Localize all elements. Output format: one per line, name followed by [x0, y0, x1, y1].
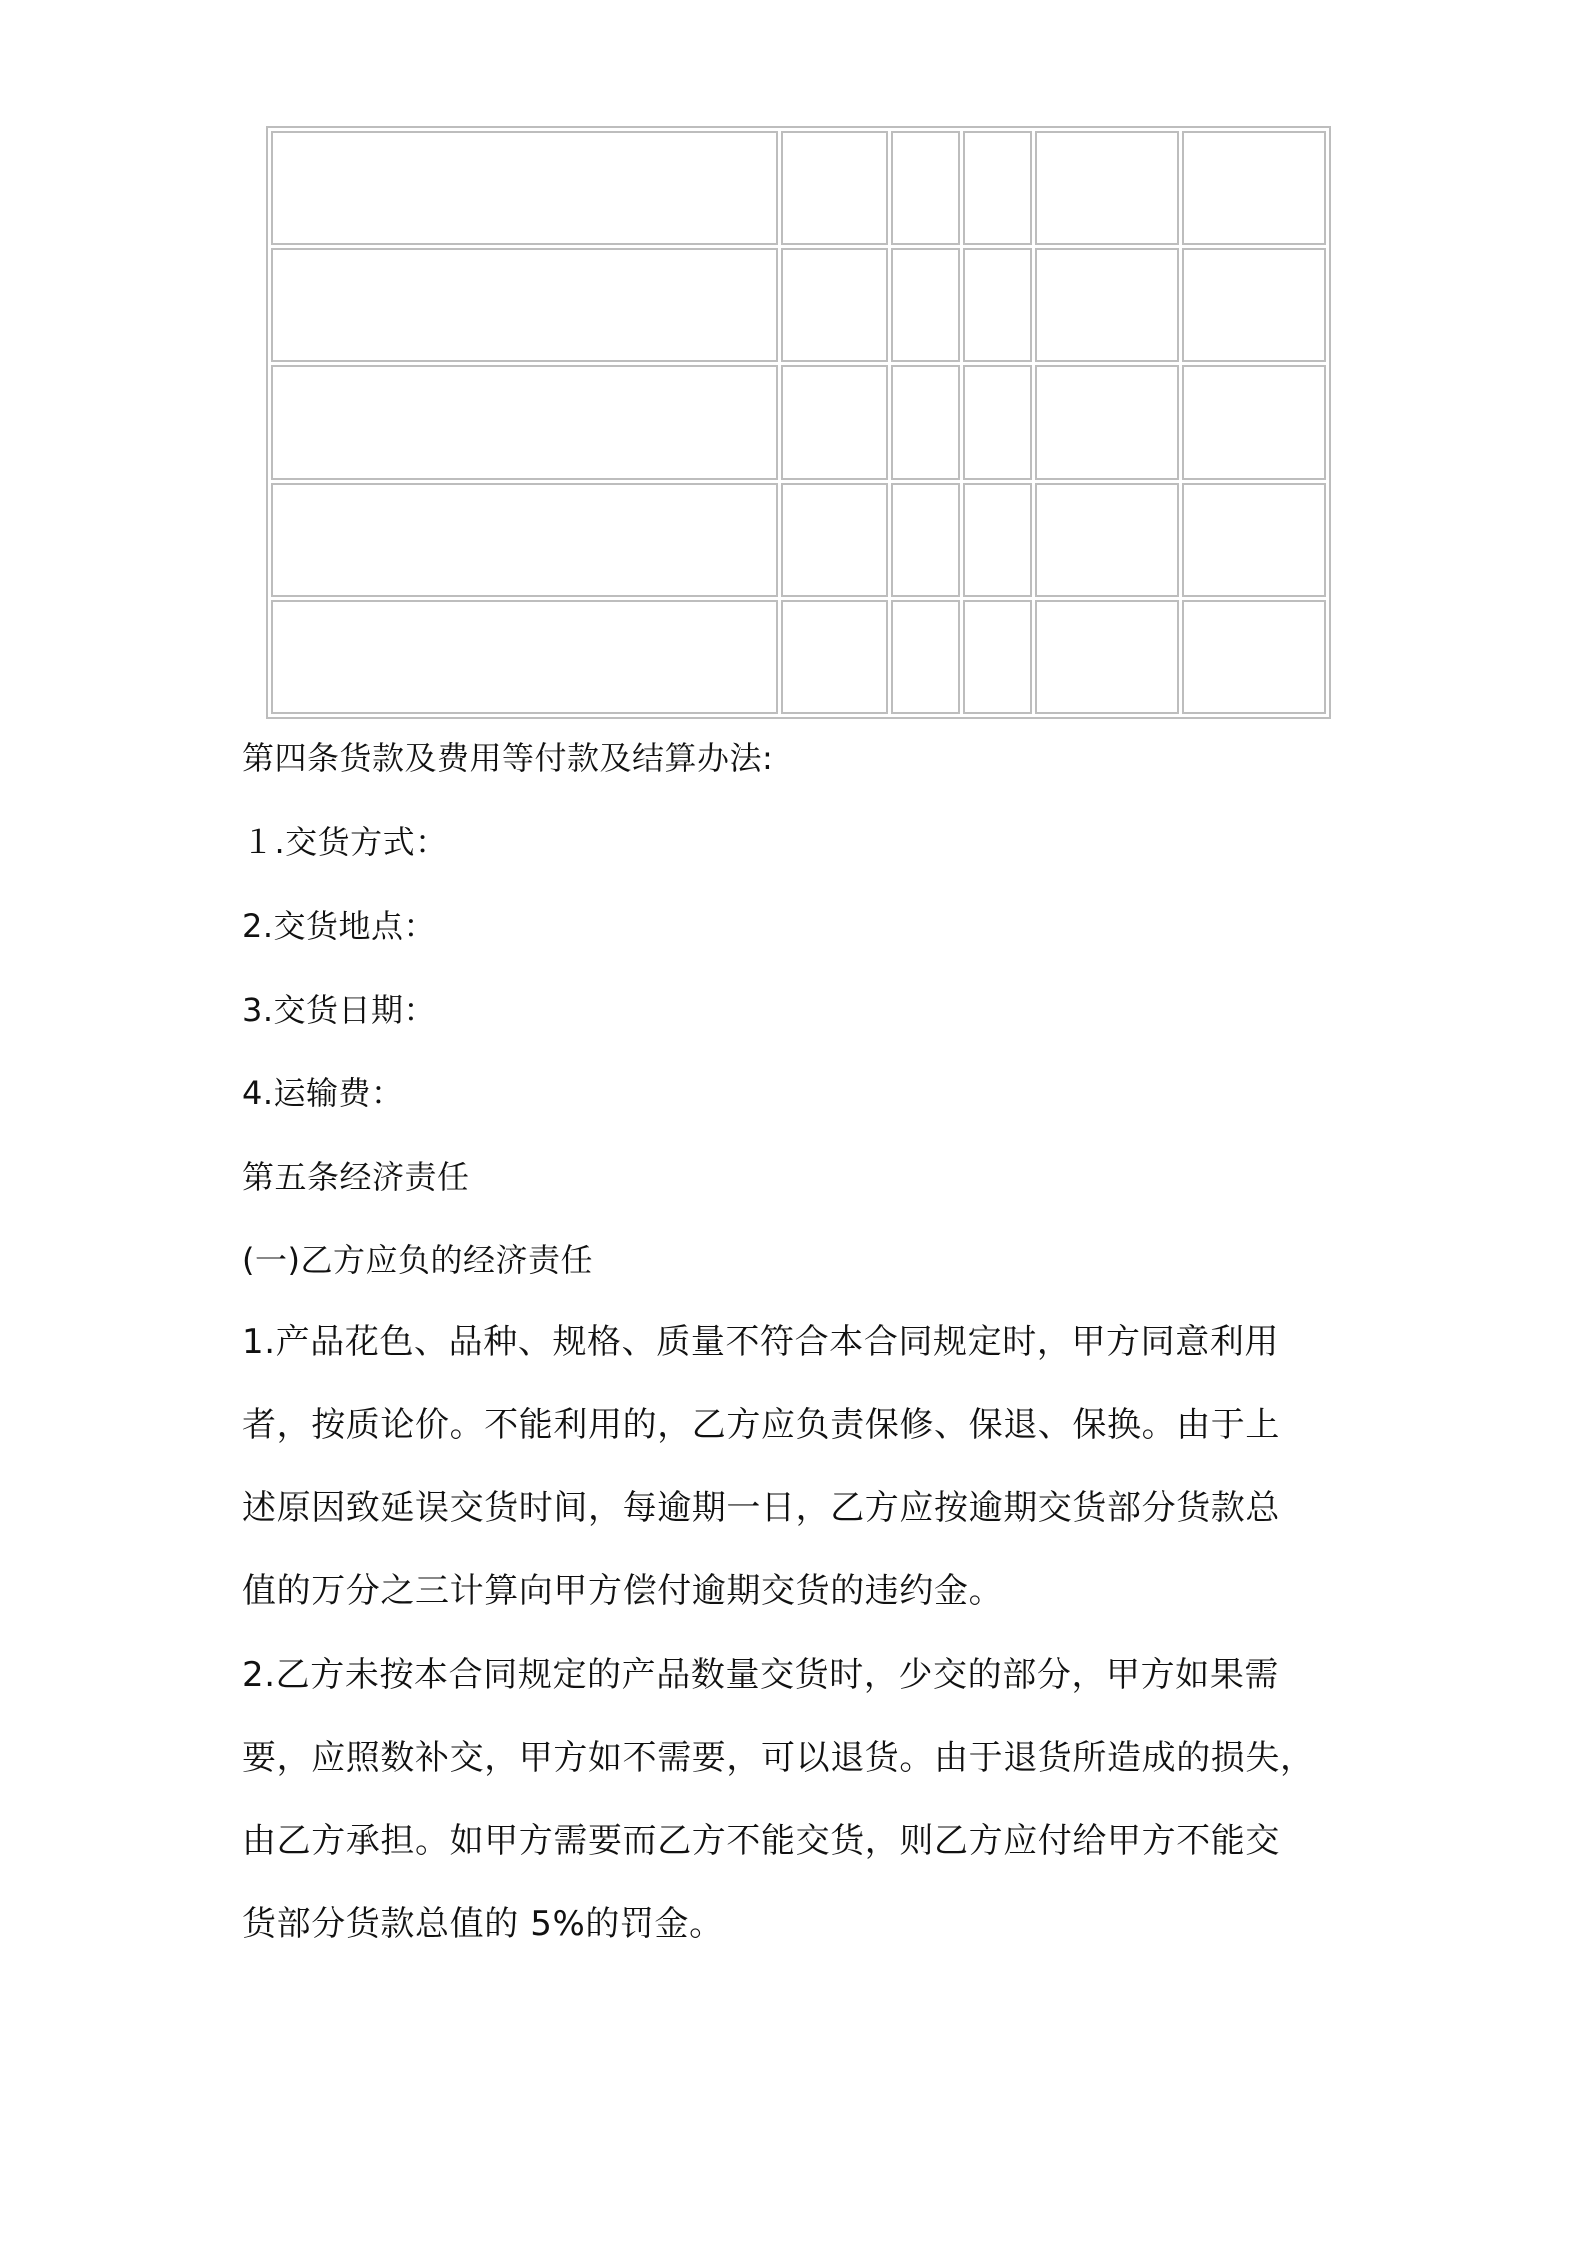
- article5-subheading: (一)乙方应负的经济责任: [242, 1241, 593, 1279]
- table-cell: [1182, 600, 1326, 714]
- paragraph-quantity-liability: [242, 1653, 1366, 1985]
- table-cell: [781, 131, 888, 245]
- table-cell: [891, 248, 960, 362]
- table-cell: [271, 131, 778, 245]
- table-cell: [891, 600, 960, 714]
- table-cell: [271, 248, 778, 362]
- table-cell: [963, 131, 1032, 245]
- table-row: [271, 365, 1326, 479]
- table-cell: [781, 365, 888, 479]
- paragraph-line: 1.产品花色、品种、规格、质量不符合本合同规定时，甲方同意利用: [242, 1322, 1280, 1362]
- table-row: [271, 600, 1326, 714]
- table-cell: [963, 365, 1032, 479]
- table-cell: [1182, 248, 1326, 362]
- table-cell: [963, 600, 1032, 714]
- table-cell: [891, 365, 960, 479]
- article5-heading: 第五条经济责任: [242, 1158, 470, 1196]
- table-cell: [781, 483, 888, 597]
- table-row: [271, 483, 1326, 597]
- table-cell: [271, 600, 778, 714]
- paragraph-quality-liability: [242, 1320, 1366, 1652]
- delivery-location-item: 2.交货地点：: [242, 907, 437, 945]
- table-cell: [271, 365, 778, 479]
- table-row: [271, 248, 1326, 362]
- table-cell: [891, 131, 960, 245]
- paragraph-line: 值的万分之三计算向甲方偿付逾期交货的违约金。: [242, 1571, 1004, 1611]
- table-cell: [1035, 131, 1179, 245]
- table-cell: [963, 248, 1032, 362]
- table-cell: [1035, 365, 1179, 479]
- table-cell: [1182, 483, 1326, 597]
- delivery-date-item: 3.交货日期：: [242, 991, 437, 1029]
- table-cell: [963, 483, 1032, 597]
- table-cell: [1182, 131, 1326, 245]
- table-cell: [1035, 600, 1179, 714]
- blank-table: [266, 126, 1331, 719]
- paragraph-line: 者，按质论价。不能利用的，乙方应负责保修、保退、保换。由于上: [242, 1405, 1280, 1445]
- paragraph-line: 由乙方承担。如甲方需要而乙方不能交货，则乙方应付给甲方不能交: [242, 1821, 1280, 1861]
- paragraph-line: 要，应照数补交，甲方如不需要，可以退货。由于退货所造成的损失，: [242, 1738, 1315, 1778]
- paragraph-line: 货部分货款总值的 5%的罚金。: [242, 1904, 724, 1944]
- table-cell: [1182, 365, 1326, 479]
- table-cell: [891, 483, 960, 597]
- article4-heading: 第四条货款及费用等付款及结算办法:: [242, 739, 774, 777]
- table-cell: [1035, 248, 1179, 362]
- paragraph-line: 述原因致延误交货时间，每逾期一日，乙方应按逾期交货部分货款总: [242, 1488, 1280, 1528]
- table-cell: [1035, 483, 1179, 597]
- table-cell: [781, 600, 888, 714]
- delivery-method-item: １.交货方式：: [242, 823, 448, 861]
- freight-item: 4.运输费：: [242, 1074, 404, 1112]
- paragraph-line: 2.乙方未按本合同规定的产品数量交货时，少交的部分，甲方如果需: [242, 1655, 1280, 1695]
- table-row: [271, 131, 1326, 245]
- table-cell: [271, 483, 778, 597]
- table-cell: [781, 248, 888, 362]
